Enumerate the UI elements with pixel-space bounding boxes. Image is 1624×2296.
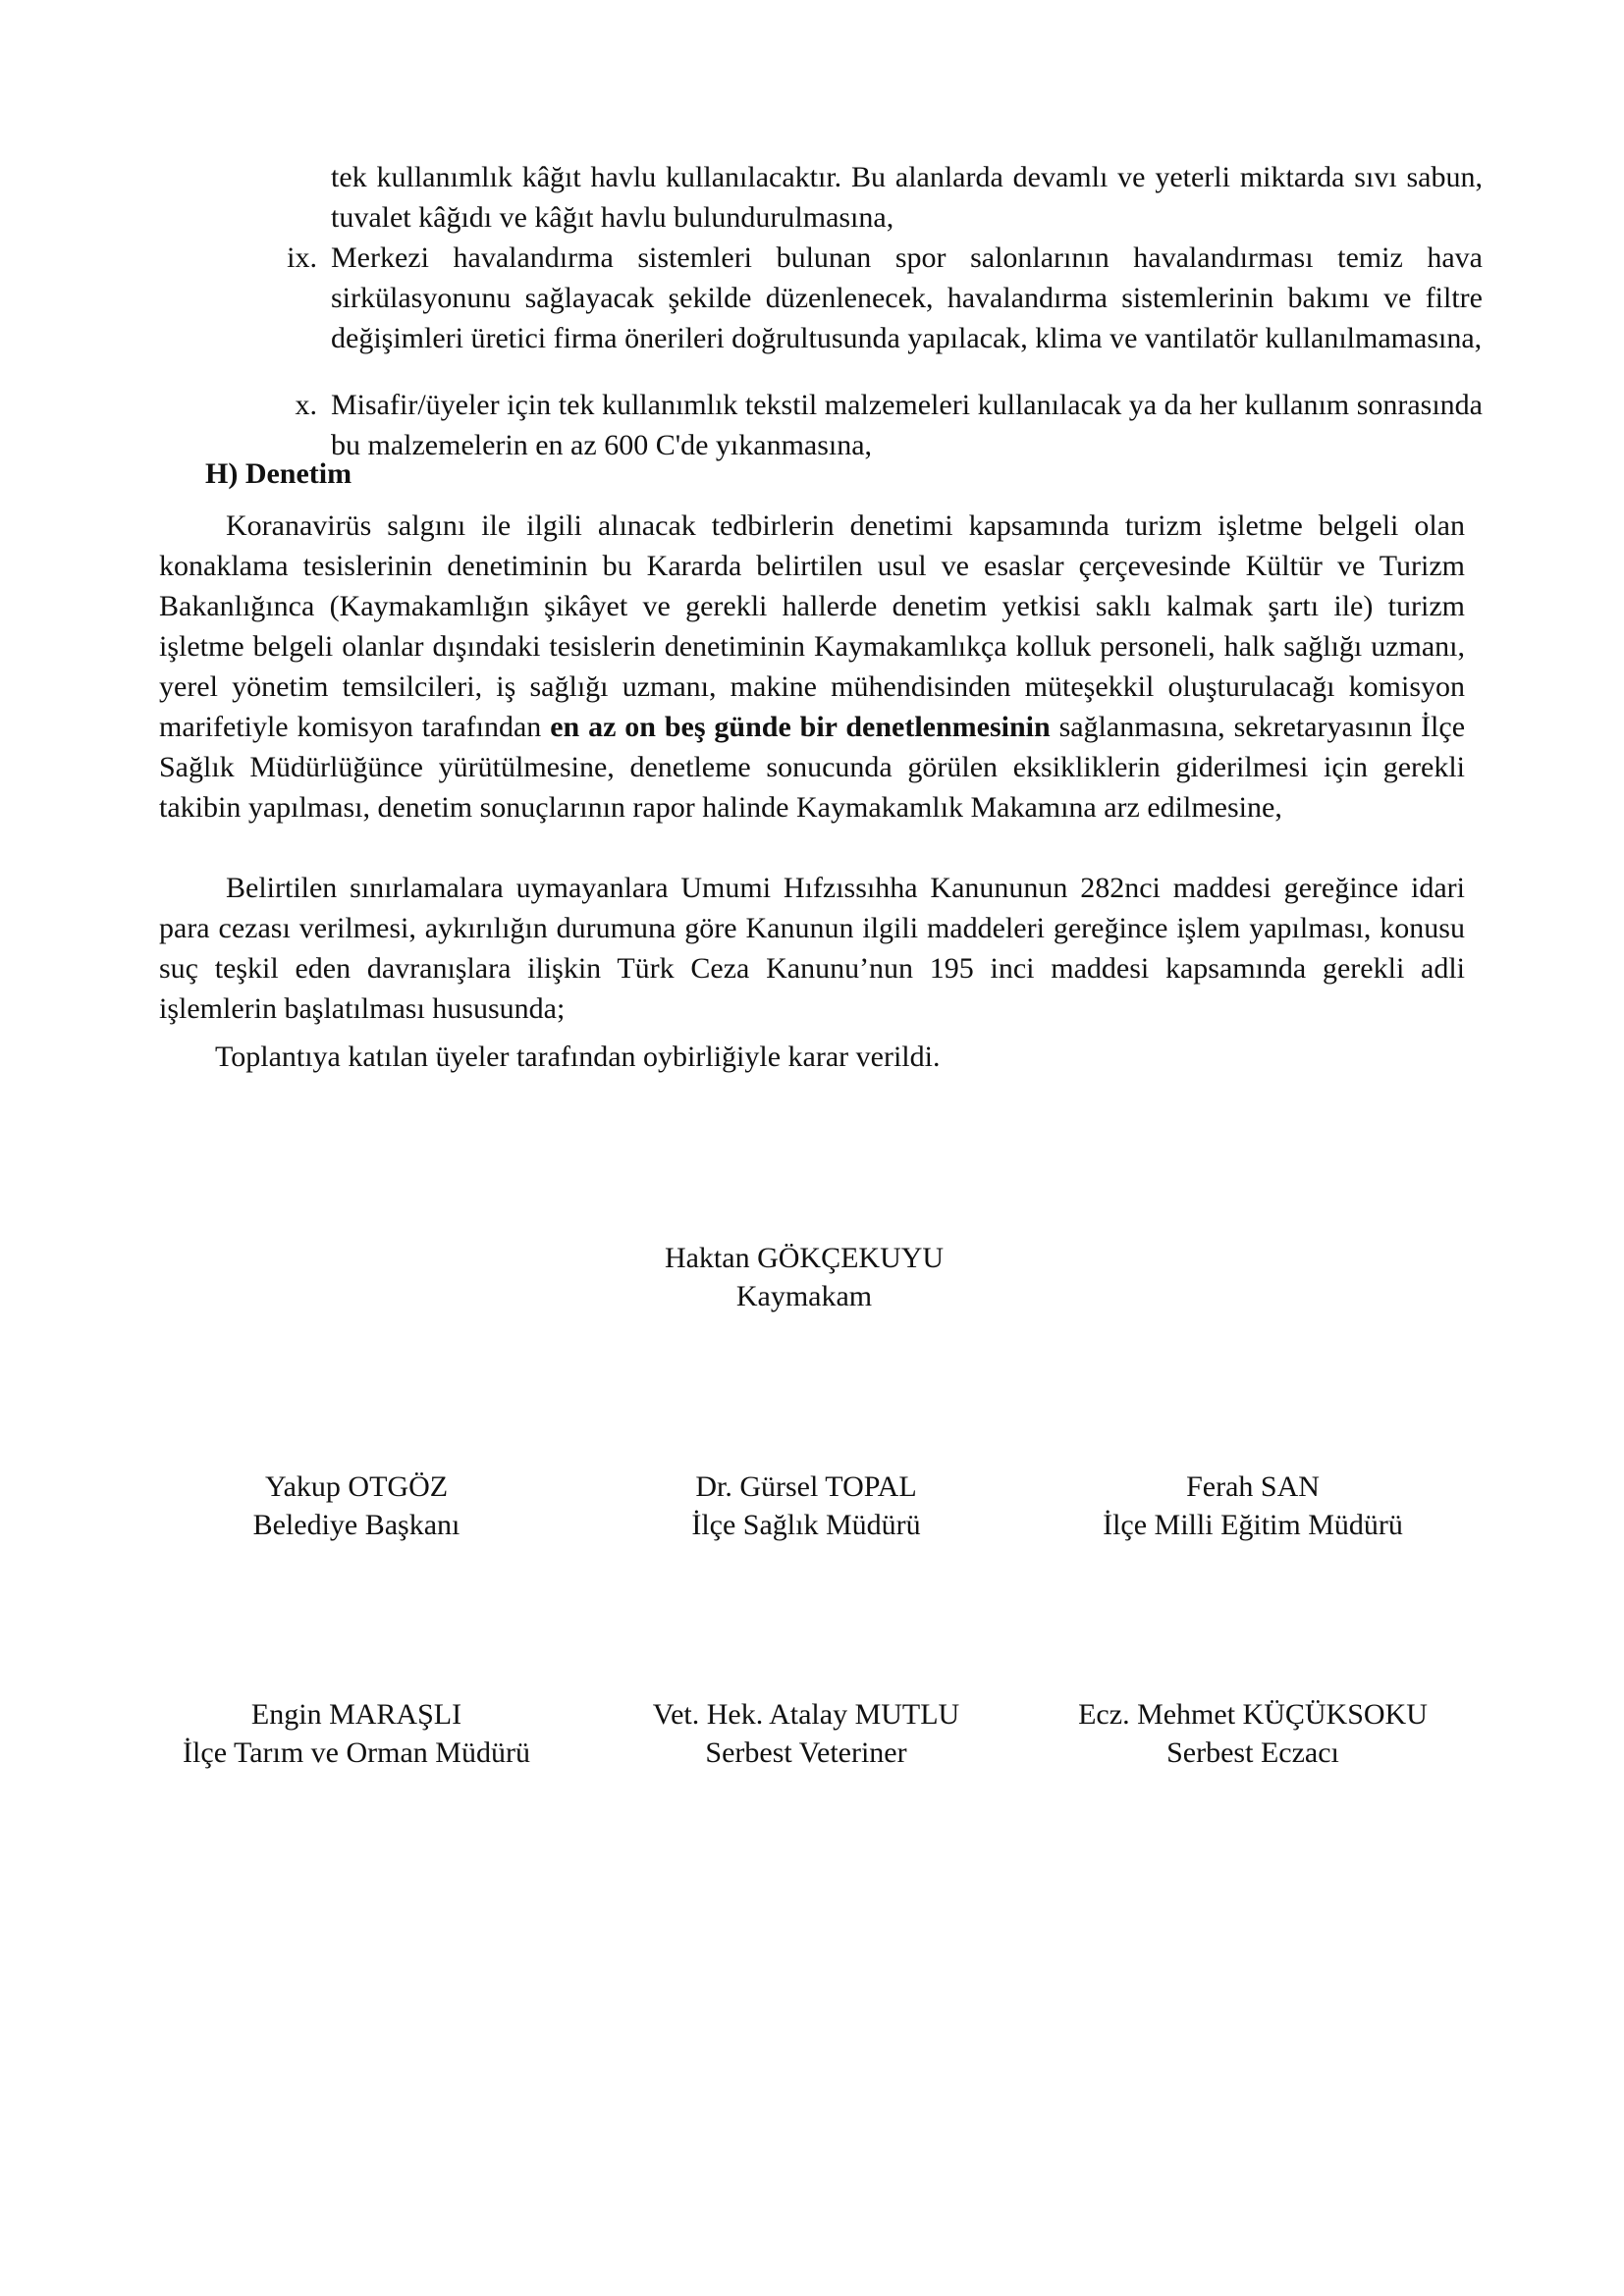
signatory-name: Ecz. Mehmet KÜÇÜKSOKU xyxy=(1078,1698,1428,1731)
signatory-chair xyxy=(559,1239,1050,1315)
paragraph-text: Koranavirüs salgını ile ilgili alınacak tedbirlerin denetimi kapsamında turizm işletme belgeli olan konaklama tesislerinin denetiminin bu Kararda belirtilen usul ve esaslar çerçevesinde Kültür ve Turizm Bakanlığınca (Kaymakamlığın şikâyet ve gerekli hallerde denetim yetkisi saklı kalmak şartı ile) turizm işletme belgeli olanlar dışındaki tesislerin denetiminin Kaymakamlıkça kolluk personeli, halk sağlığı uzmanı, yerel yönetim temsilcileri, iş sağlığı uzmanı, makine mühendisinden müteşekkil oluşturulacağı komisyon marifetiyle komisyon tarafından xyxy=(159,509,1465,743)
signatory-title: İlçe Milli Eğitim Müdürü xyxy=(1103,1509,1403,1541)
signatory xyxy=(1007,1695,1498,1772)
list-item-text: tek kullanımlık kâğıt havlu kullanılacaktır. Bu alanlarda devamlı ve yeterli miktarda sıvı sabun, tuvalet kâğıdı ve kâğıt havlu bulundurulmasına, xyxy=(331,161,1483,234)
signatory xyxy=(561,1695,1052,1772)
signatory-name: Yakup OTGÖZ xyxy=(264,1470,449,1503)
signatory-name: Haktan GÖKÇEKUYU xyxy=(664,1242,945,1274)
signatory xyxy=(1007,1468,1498,1544)
signatory-title: İlçe Sağlık Müdürü xyxy=(691,1509,921,1541)
paragraph-inspection xyxy=(159,506,1465,828)
list-item-text: Merkezi havalandırma sistemleri bulunan spor salonlarının havalandırması temiz hava sirkülasyonunu sağlayacak şekilde düzenlenecek, havalandırma sistemlerinin bakımı ve filtre değişimleri üretici firma önerileri doğrultusunda yapılacak, klima ve vantilatör kullanılmamasına, xyxy=(331,241,1483,354)
signatory-name: Dr. Gürsel TOPAL xyxy=(695,1470,917,1503)
signatory xyxy=(111,1468,602,1544)
signatory-title: Belediye Başkanı xyxy=(252,1509,460,1541)
signatory-title: Serbest Eczacı xyxy=(1166,1736,1339,1769)
paragraph-penalties xyxy=(159,868,1465,1029)
list-item-number: x. xyxy=(295,389,317,421)
signatory-title: İlçe Tarım ve Orman Müdürü xyxy=(183,1736,530,1769)
list-item-text: Misafir/üyeler için tek kullanımlık tekstil malzemeleri kullanılacak ya da her kullanım sonrasında bu malzemelerin en az 600 C'de yıkanmasına, xyxy=(331,389,1483,461)
list-item-x xyxy=(295,385,1483,465)
paragraph-text: Belirtilen sınırlamalara uymayanlara Umumi Hıfzıssıhha Kanununun 282nci maddesi gereğince idari para cezası verilmesi, aykırılığın durumuna göre Kanunun ilgili maddeleri gereğince işlem yapılması, konusu suç teşkil eden davranışlara ilişkin Türk Ceza Kanunu’nun 195 inci maddesi kapsamında gerekli adli işlemlerin başlatılması hususunda; xyxy=(159,872,1465,1025)
signatory-name: Vet. Hek. Atalay MUTLU xyxy=(652,1698,960,1731)
section-heading: H) Denetim xyxy=(205,457,352,490)
signatory-title: Serbest Veteriner xyxy=(705,1736,907,1769)
list-item-continued xyxy=(331,157,1483,238)
paragraph-text: Toplantıya katılan üyeler tarafından oybirliğiyle karar verildi. xyxy=(215,1041,941,1073)
paragraph-text: sağlanmasına, sekretaryasının İlçe Sağlık Müdürlüğünce yürütülmesine, denetleme sonucunda görülen eksikliklerin giderilmesi için gerekli takibin yapılması, denetim sonuçlarının rapor halinde Kaymakamlık Makamına arz edilmesine, xyxy=(159,711,1466,824)
signatory-name: Engin MARAŞLI xyxy=(250,1698,462,1731)
signatory-title: Kaymakam xyxy=(735,1280,873,1312)
paragraph-bold-text: en az on beş günde bir denetlenmesinin xyxy=(550,711,1051,743)
paragraph-decision xyxy=(159,1037,1465,1077)
list-item-ix xyxy=(287,238,1483,358)
list-item-number: ix. xyxy=(287,241,317,274)
signatory xyxy=(561,1468,1052,1544)
signatory xyxy=(111,1695,602,1772)
signatory-name: Ferah SAN xyxy=(1186,1470,1320,1503)
